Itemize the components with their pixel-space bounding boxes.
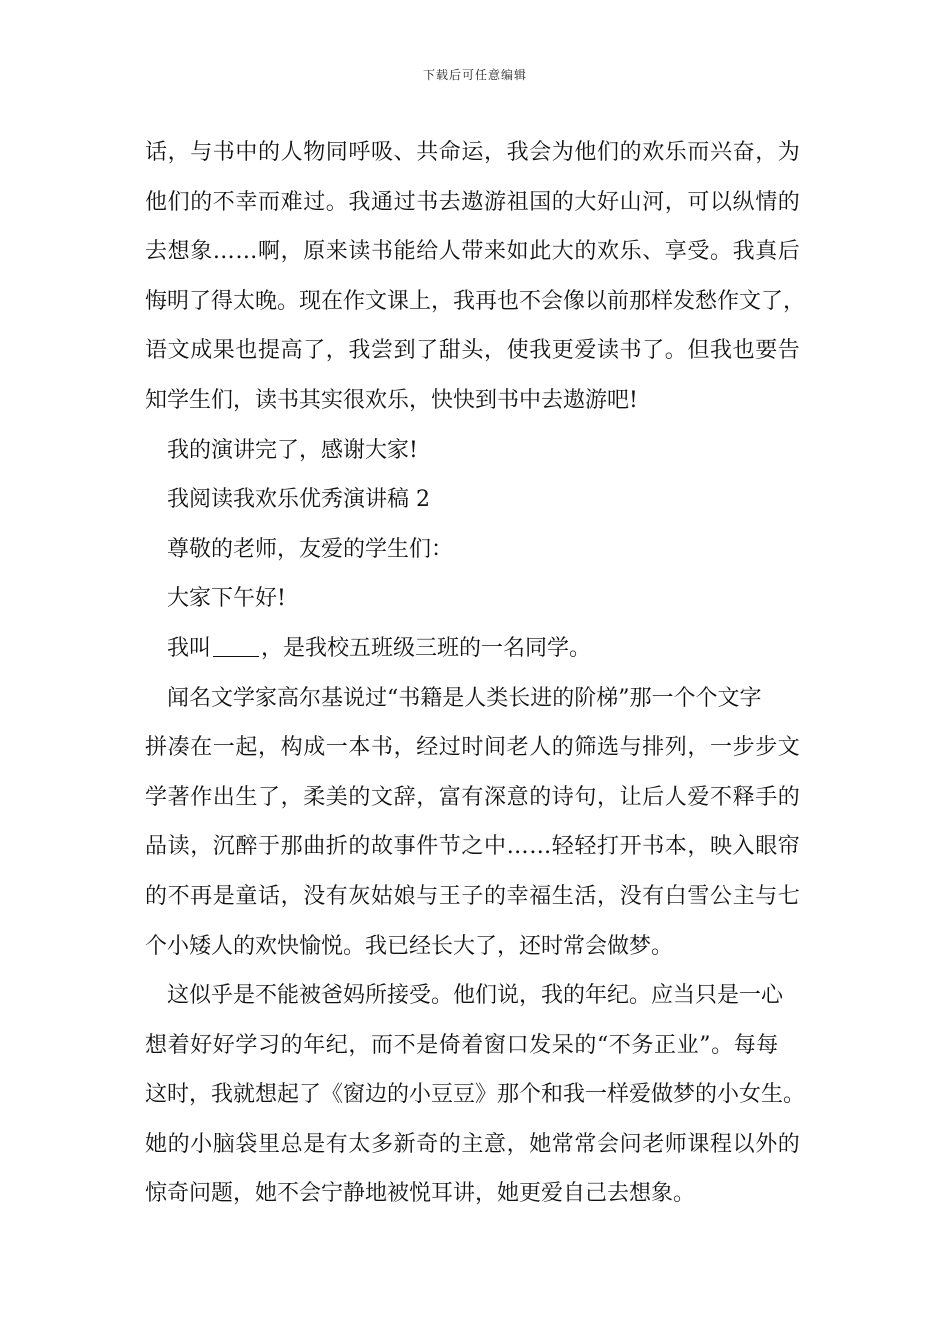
text-line: 知学生们，读书其实很欢乐，快快到书中去遨游吧! bbox=[145, 387, 638, 413]
name-suffix: ，是我校五班级三班的一名同学。 bbox=[261, 635, 592, 661]
text-line: 这似乎是不能被爸妈所接受。他们说，我的年纪。应当只是一心 bbox=[167, 983, 784, 1009]
text-line: 话，与书中的人物同呼吸、共命运，我会为他们的欢乐而兴奋，为 bbox=[145, 140, 801, 165]
text-line: 她的小脑袋里总是有太多新奇的主意，她常常会问老师课程以外的 bbox=[145, 1131, 801, 1157]
text-line: 拼凑在一起，构成一本书，经过时间老人的筛选与排列，一步步文 bbox=[145, 735, 801, 761]
name-line bbox=[145, 624, 825, 674]
text-line: 这时，我就想起了《窗边的小豆豆》那个和我一样爱做梦的小女生。 bbox=[145, 1082, 806, 1108]
page-header: 下载后可任意编辑 bbox=[422, 68, 527, 82]
name-blank bbox=[213, 636, 259, 657]
text-line: 他们的不幸而难过。我通过书去遨游祖国的大好山河，可以纵情的 bbox=[145, 189, 801, 215]
name-prefix: 我叫 bbox=[167, 635, 212, 661]
text-line: 悔明了得太晚。现在作文课上，我再也不会像以前那样发愁作文了， bbox=[145, 288, 806, 314]
text-line: 个小矮人的欢快愉悦。我已经长大了，还时常会做梦。 bbox=[145, 933, 674, 959]
greeting-line: 尊敬的老师，友爱的学生们： bbox=[167, 536, 454, 562]
text-line: 闻名文学家高尔基说过“书籍是人类长进的阶梯”那一个个文字 bbox=[167, 685, 762, 711]
text-line: 惊奇问题，她不会宁静地被悦耳讲，她更爱自己去想象。 bbox=[145, 1181, 696, 1207]
greeting-line: 大家下午好! bbox=[167, 586, 286, 612]
section-title: 我阅读我欢乐优秀演讲稿 2 bbox=[167, 487, 430, 513]
text-line: 想着好好学习的年纪，而不是倚着窗口发呆的“不务正业”。每每 bbox=[145, 1032, 779, 1058]
text-line: 的不再是童话，没有灰姑娘与王子的幸福生活，没有白雪公主与七 bbox=[145, 883, 801, 909]
text-line: 品读，沉醉于那曲折的故事件节之中……轻轻打开书本，映入眼帘 bbox=[145, 834, 801, 860]
text-line: 语文成果也提高了，我尝到了甜头，使我更爱读书了。但我也要告 bbox=[145, 338, 801, 364]
text-line: 去想象……啊，原来读书能给人带来如此大的欢乐、享受。我真后 bbox=[145, 239, 801, 265]
closing-line: 我的演讲完了，感谢大家! bbox=[167, 437, 418, 463]
text-line: 学著作出生了，柔美的文辞，富有深意的诗句，让后人爱不释手的 bbox=[145, 784, 801, 810]
document-body bbox=[145, 128, 825, 1219]
